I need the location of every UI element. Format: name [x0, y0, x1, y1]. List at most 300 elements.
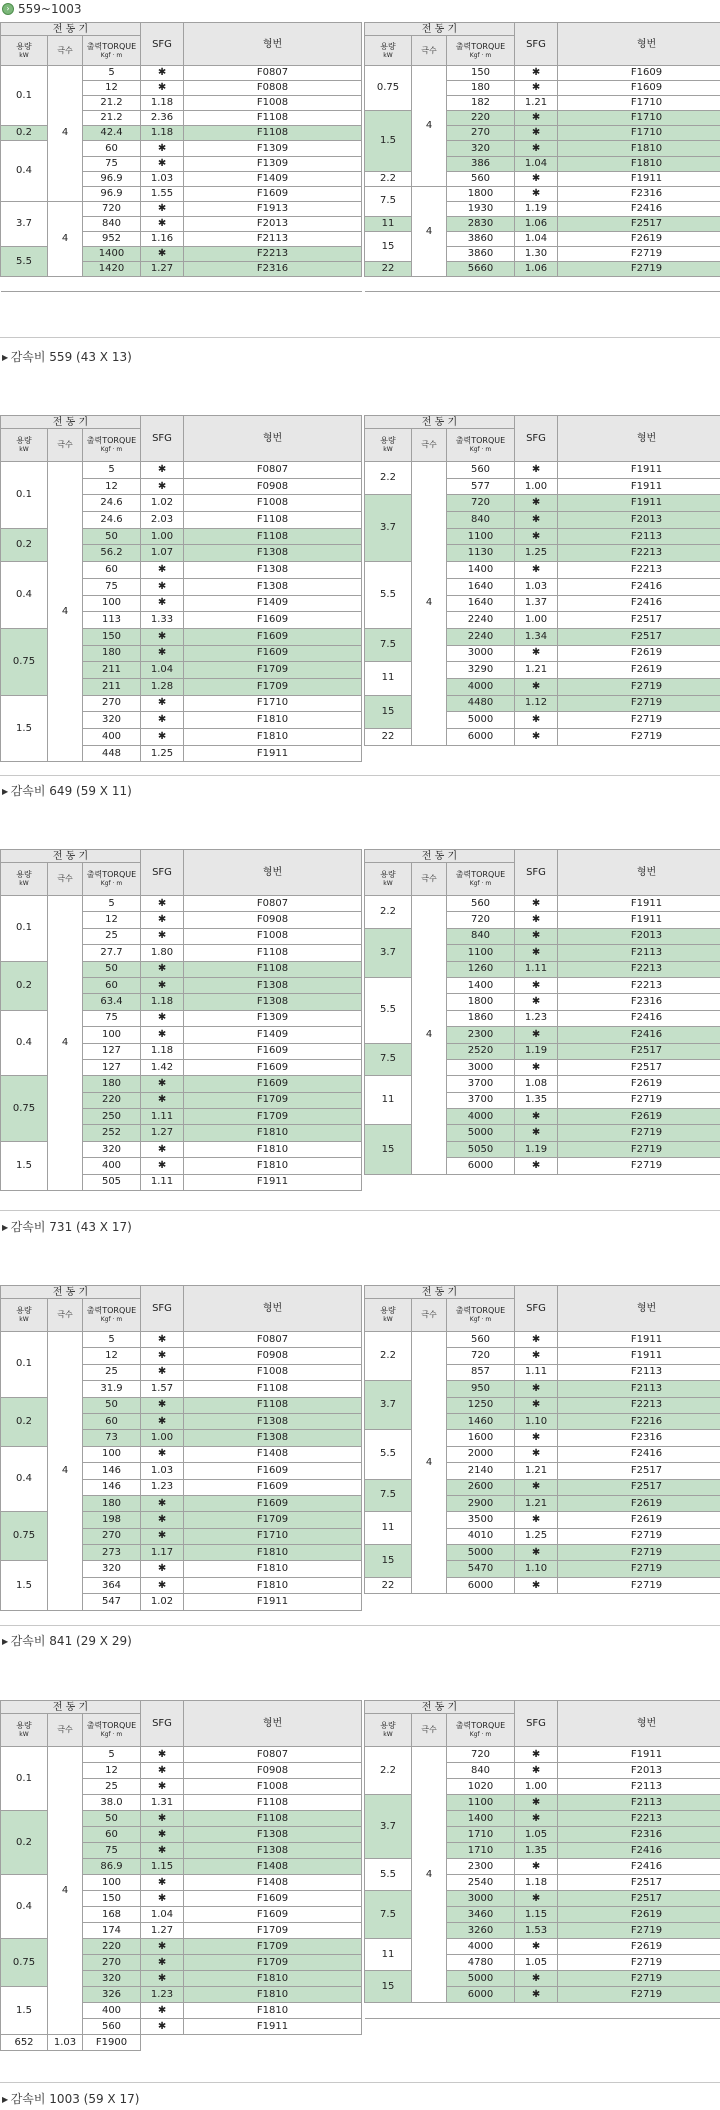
- poles-cell: 4: [48, 1332, 83, 1611]
- sfg-cell: ✱: [141, 645, 184, 662]
- sfg-cell: 1.25: [515, 1528, 558, 1544]
- kw-cell: 0.1: [1, 1747, 48, 1811]
- torque-cell: 560: [447, 896, 515, 912]
- model-cell: F1911: [184, 2019, 362, 2035]
- model-cell: F2619: [558, 1907, 720, 1923]
- table-row: [1, 66, 362, 81]
- model-cell: F1810: [184, 1577, 362, 1593]
- torque-cell: 150: [83, 628, 141, 645]
- kw-cell: 5.5: [1, 247, 48, 277]
- torque-cell: 4000: [447, 1109, 515, 1125]
- torque-unit: Kgf · m: [469, 446, 492, 453]
- torque-cell: 150: [83, 1891, 141, 1907]
- torque-cell: 4000: [447, 1939, 515, 1955]
- model-cell: F1709: [184, 1955, 362, 1971]
- torque-cell: 364: [83, 1577, 141, 1593]
- poles-cell: 4: [48, 896, 83, 1191]
- sfg-header: SFG: [515, 1701, 558, 1747]
- torque-cell: 2600: [447, 1479, 515, 1495]
- table-row: [1, 1747, 362, 1763]
- torque-cell: 5: [83, 66, 141, 81]
- kw-cell: 1.5: [1, 695, 48, 762]
- motor-header: 전 동 기: [1, 416, 141, 429]
- spec-table-right: [364, 1700, 720, 2035]
- torque-cell: 720: [83, 201, 141, 216]
- torque-cell: 60: [83, 141, 141, 156]
- torque-cell: 2300: [447, 1859, 515, 1875]
- sfg-cell: ✱: [141, 478, 184, 495]
- motor-header: 전 동 기: [365, 850, 515, 863]
- sfg-cell: 1.27: [141, 1125, 184, 1141]
- torque-cell: 113: [83, 612, 141, 629]
- sfg-cell: 1.18: [515, 1875, 558, 1891]
- kw-cell: 22: [365, 1577, 412, 1593]
- torque-cell: 96.9: [83, 186, 141, 201]
- kw-cell: 0.4: [1, 1875, 48, 1939]
- torque-cell: 4010: [447, 1528, 515, 1544]
- model-cell: F2719: [558, 1971, 720, 1987]
- kw-cell: 15: [365, 232, 412, 262]
- torque-cell: 320: [447, 141, 515, 156]
- sfg-cell: 1.23: [515, 1010, 558, 1026]
- torque-cell: 5000: [447, 1125, 515, 1141]
- sfg-cell: ✱: [141, 1779, 184, 1795]
- sfg-cell: ✱: [141, 1141, 184, 1157]
- sfg-cell: ✱: [515, 66, 558, 81]
- kw-unit: kW: [383, 446, 393, 453]
- model-header: 형번: [558, 23, 720, 66]
- ratio-caption: [2, 348, 132, 365]
- model-cell: F1911: [558, 171, 720, 186]
- table-row: [1, 462, 362, 479]
- model-cell: F1609: [184, 1043, 362, 1059]
- sfg-cell: 1.02: [141, 495, 184, 512]
- torque-cell: 6000: [447, 1577, 515, 1593]
- torque-cell: 3000: [447, 645, 515, 662]
- torque-cell: 505: [83, 1174, 141, 1190]
- model-cell: F1810: [184, 1141, 362, 1157]
- model-cell: F2316: [558, 994, 720, 1010]
- torque-cell: 1420: [83, 262, 141, 277]
- model-cell: F1609: [184, 628, 362, 645]
- model-cell: F2416: [558, 595, 720, 612]
- torque-cell: 3260: [447, 1923, 515, 1939]
- sfg-cell: ✱: [515, 1763, 558, 1779]
- model-cell: F2719: [558, 262, 720, 277]
- kw-cell: 7.5: [365, 1891, 412, 1939]
- torque-cell: 2240: [447, 612, 515, 629]
- torque-cell: 840: [447, 512, 515, 529]
- torque-header: 출력TORQUE Kgf · m: [447, 1714, 515, 1747]
- torque-cell: 2540: [447, 1875, 515, 1891]
- kw-cell: 0.2: [1, 126, 48, 141]
- sfg-cell: ✱: [141, 961, 184, 977]
- sfg-cell: ✱: [141, 1811, 184, 1827]
- section-divider: [0, 2082, 720, 2083]
- model-cell: F1609: [184, 645, 362, 662]
- torque-cell: 560: [83, 2019, 141, 2035]
- sfg-cell: ✱: [515, 1348, 558, 1364]
- torque-cell: 4780: [447, 1955, 515, 1971]
- kw-cell: 0.75: [1, 1939, 48, 1987]
- torque-cell: 1400: [447, 562, 515, 579]
- sfg-cell: ✱: [141, 1010, 184, 1026]
- torque-header: 출력TORQUE Kgf · m: [447, 863, 515, 896]
- model-cell: F1308: [184, 977, 362, 993]
- sfg-cell: ✱: [141, 562, 184, 579]
- motor-header: 전 동 기: [365, 23, 515, 36]
- sfg-cell: 1.35: [515, 1843, 558, 1859]
- sfg-cell: 1.23: [141, 1987, 184, 2003]
- torque-header: 출력TORQUE Kgf · m: [83, 1299, 141, 1332]
- torque-cell: 211: [83, 662, 141, 679]
- model-cell: F2517: [558, 216, 720, 231]
- torque-cell: 12: [83, 1763, 141, 1779]
- sfg-cell: 1.28: [141, 678, 184, 695]
- section-divider: [0, 1210, 720, 1211]
- torque-cell: 27.7: [83, 945, 141, 961]
- model-cell: F2719: [558, 695, 720, 712]
- model-cell: F1108: [184, 111, 362, 126]
- sfg-cell: 1.00: [515, 612, 558, 629]
- poles-header: 극수: [412, 863, 447, 896]
- sfg-cell: ✱: [515, 712, 558, 729]
- model-cell: F1911: [558, 462, 720, 479]
- kw-unit: kW: [383, 51, 393, 59]
- sfg-cell: 1.06: [515, 262, 558, 277]
- poles-header: 극수: [48, 1714, 83, 1747]
- empty-row: [365, 2019, 720, 2035]
- spec-table-right: [364, 1285, 720, 1610]
- sfg-cell: ✱: [515, 1987, 558, 2003]
- sfg-cell: ✱: [515, 678, 558, 695]
- kw-cell: 0.75: [365, 66, 412, 111]
- torque-cell: 75: [83, 578, 141, 595]
- model-cell: F2719: [558, 1092, 720, 1108]
- torque-header: 출력TORQUE Kgf · m: [447, 1299, 515, 1332]
- kw-cell: 3.7: [365, 928, 412, 977]
- kw-cell: 1.5: [1, 1561, 48, 1610]
- torque-cell: 5: [83, 1332, 141, 1348]
- model-cell: F2113: [558, 1364, 720, 1380]
- torque-cell: 720: [447, 495, 515, 512]
- model-cell: F1911: [558, 495, 720, 512]
- kw-header: 용량 kW: [365, 36, 412, 66]
- torque-cell: 60: [83, 1413, 141, 1429]
- sfg-cell: 1.80: [141, 945, 184, 961]
- sfg-cell: 1.30: [515, 247, 558, 262]
- torque-cell: 3000: [447, 1059, 515, 1075]
- sfg-cell: ✱: [515, 111, 558, 126]
- torque-cell: 320: [83, 712, 141, 729]
- sfg-cell: 1.55: [141, 186, 184, 201]
- model-cell: F2316: [558, 186, 720, 201]
- page-title-bar: [0, 0, 720, 18]
- sfg-cell: 1.21: [515, 662, 558, 679]
- torque-cell: 320: [83, 1141, 141, 1157]
- kw-header: 용량 kW: [1, 429, 48, 462]
- torque-cell: 100: [83, 1875, 141, 1891]
- sfg-cell: 1.18: [141, 1043, 184, 1059]
- torque-cell: 2300: [447, 1027, 515, 1043]
- model-cell: F1609: [184, 1479, 362, 1495]
- sfg-cell: ✱: [515, 1109, 558, 1125]
- poles-cell: 4: [48, 1747, 83, 2035]
- sfg-cell: ✱: [515, 171, 558, 186]
- torque-cell: 270: [83, 1528, 141, 1544]
- ratio-caption: [2, 1632, 132, 1649]
- motor-header: 전 동 기: [1, 850, 141, 863]
- model-cell: F1810: [184, 1125, 362, 1141]
- torque-cell: 320: [83, 1971, 141, 1987]
- table-row: [1, 201, 362, 216]
- sfg-cell: ✱: [141, 1092, 184, 1108]
- kw-cell: 5.5: [365, 1430, 412, 1479]
- sfg-cell: ✱: [515, 1859, 558, 1875]
- spec-table-left: [0, 22, 362, 307]
- model-cell: F2517: [558, 1875, 720, 1891]
- model-cell: F1911: [184, 745, 362, 762]
- spec-table-left: [0, 1700, 362, 2051]
- torque-cell: 25: [83, 928, 141, 944]
- model-cell: F1409: [184, 171, 362, 186]
- model-cell: F1308: [184, 578, 362, 595]
- torque-cell: 5660: [447, 262, 515, 277]
- sfg-cell: ✱: [515, 562, 558, 579]
- poles-header: 극수: [412, 429, 447, 462]
- model-cell: F2619: [558, 1109, 720, 1125]
- model-cell: F1913: [184, 201, 362, 216]
- section-divider: [0, 1625, 720, 1626]
- torque-cell: 1020: [447, 1779, 515, 1795]
- kw-cell: 15: [365, 1125, 412, 1174]
- sfg-cell: 1.06: [515, 216, 558, 231]
- torque-cell: 25: [83, 1779, 141, 1795]
- sfg-cell: ✱: [141, 1528, 184, 1544]
- sfg-cell: 1.04: [141, 662, 184, 679]
- model-cell: F2213: [558, 562, 720, 579]
- sfg-cell: 2.36: [141, 111, 184, 126]
- sfg-cell: ✱: [515, 1971, 558, 1987]
- kw-cell: 0.75: [1, 1076, 48, 1142]
- kw-cell: 2.2: [365, 896, 412, 929]
- model-cell: F1710: [558, 96, 720, 111]
- poles-header: 극수: [48, 36, 83, 66]
- sfg-cell: ✱: [515, 1577, 558, 1593]
- torque-cell: 21.2: [83, 111, 141, 126]
- sfg-cell: ✱: [141, 156, 184, 171]
- model-cell: F1108: [184, 1811, 362, 1827]
- torque-cell: 1800: [447, 186, 515, 201]
- kw-cell: 7.5: [365, 1043, 412, 1076]
- torque-cell: 1400: [447, 1811, 515, 1827]
- torque-cell: 840: [83, 216, 141, 231]
- sfg-cell: 1.12: [515, 695, 558, 712]
- model-cell: F1308: [184, 1827, 362, 1843]
- model-cell: F1810: [184, 1971, 362, 1987]
- model-cell: F2316: [184, 262, 362, 277]
- sfg-cell: 1.04: [515, 232, 558, 247]
- torque-cell: 180: [83, 1495, 141, 1511]
- kw-cell: 0.75: [1, 628, 48, 695]
- kw-cell: 7.5: [365, 628, 412, 661]
- model-cell: F2719: [558, 1955, 720, 1971]
- spec-table-left: [0, 415, 362, 762]
- torque-cell: 96.9: [83, 171, 141, 186]
- model-cell: F1609: [558, 81, 720, 96]
- model-cell: F1008: [184, 1364, 362, 1380]
- torque-cell: 12: [83, 912, 141, 928]
- motor-header: 전 동 기: [1, 1286, 141, 1299]
- torque-cell: 31.9: [83, 1381, 141, 1397]
- torque-cell: 12: [83, 1348, 141, 1364]
- model-cell: F2416: [558, 1446, 720, 1462]
- poles-header: 극수: [48, 1299, 83, 1332]
- kw-cell: 0.2: [1, 1397, 48, 1446]
- torque-cell: 400: [83, 729, 141, 746]
- kw-cell: 22: [365, 262, 412, 277]
- sfg-cell: 1.57: [141, 1381, 184, 1397]
- model-cell: F1008: [184, 96, 362, 111]
- sfg-cell: ✱: [515, 928, 558, 944]
- torque-cell: 180: [83, 645, 141, 662]
- model-cell: F1309: [184, 1010, 362, 1026]
- torque-cell: 75: [83, 1843, 141, 1859]
- model-cell: F2013: [558, 928, 720, 944]
- torque-cell: 100: [83, 1446, 141, 1462]
- torque-cell: 720: [447, 1348, 515, 1364]
- model-cell: F1911: [184, 1174, 362, 1190]
- sfg-cell: 1.34: [515, 628, 558, 645]
- torque-cell: 5000: [447, 1971, 515, 1987]
- sfg-cell: ✱: [141, 1561, 184, 1577]
- kw-cell: 5.5: [365, 977, 412, 1043]
- model-cell: F2013: [184, 216, 362, 231]
- empty-row: [365, 292, 720, 307]
- model-cell: F1609: [184, 612, 362, 629]
- torque-cell: 250: [83, 1109, 141, 1125]
- poles-cell: 4: [412, 1747, 447, 2003]
- model-cell: F1108: [184, 945, 362, 961]
- torque-cell: 198: [83, 1512, 141, 1528]
- torque-cell: 6000: [447, 729, 515, 746]
- torque-cell: 12: [83, 478, 141, 495]
- model-cell: F2517: [558, 628, 720, 645]
- sfg-header: SFG: [141, 850, 184, 896]
- sfg-cell: 1.04: [515, 156, 558, 171]
- sfg-header: SFG: [515, 850, 558, 896]
- sfg-cell: ✱: [141, 247, 184, 262]
- torque-cell: 252: [83, 1125, 141, 1141]
- torque-cell: 180: [83, 1076, 141, 1092]
- torque-cell: 652: [1, 2035, 48, 2051]
- sfg-cell: 1.02: [141, 1594, 184, 1610]
- kw-cell: 1.5: [365, 111, 412, 171]
- kw-cell: 2.2: [365, 171, 412, 186]
- sfg-cell: 1.15: [141, 1859, 184, 1875]
- torque-cell: 5000: [447, 712, 515, 729]
- model-header: 형번: [558, 416, 720, 462]
- model-cell: F0807: [184, 66, 362, 81]
- model-cell: F2113: [558, 1381, 720, 1397]
- spec-table-right: [364, 849, 720, 1175]
- kw-cell: 7.5: [365, 1479, 412, 1512]
- torque-cell: 127: [83, 1059, 141, 1075]
- caption-text: 감속비 731 (43 X 17): [10, 1220, 132, 1234]
- model-cell: F2517: [558, 1479, 720, 1495]
- model-cell: F1810: [184, 1561, 362, 1577]
- sfg-cell: 1.19: [515, 1043, 558, 1059]
- kw-cell: 3.7: [1, 201, 48, 246]
- kw-cell: 0.4: [1, 1446, 48, 1512]
- kw-unit: kW: [19, 880, 29, 887]
- model-cell: F1810: [184, 1158, 362, 1174]
- torque-cell: 1100: [447, 1795, 515, 1811]
- torque-cell: 560: [447, 1332, 515, 1348]
- kw-cell: 0.2: [1, 961, 48, 1010]
- torque-unit: Kgf · m: [100, 1316, 123, 1323]
- sfg-cell: ✱: [141, 912, 184, 928]
- torque-cell: 840: [447, 928, 515, 944]
- sfg-cell: ✱: [515, 1446, 558, 1462]
- sfg-cell: 2.03: [141, 512, 184, 529]
- poles-cell: 4: [412, 1332, 447, 1594]
- sfg-cell: 1.21: [515, 1463, 558, 1479]
- model-cell: F1308: [184, 1413, 362, 1429]
- model-cell: F2619: [558, 645, 720, 662]
- model-cell: F2719: [558, 1987, 720, 2003]
- model-cell: F2719: [558, 1141, 720, 1157]
- sfg-cell: ✱: [141, 1397, 184, 1413]
- torque-cell: 182: [447, 96, 515, 111]
- sfg-cell: ✱: [515, 1747, 558, 1763]
- sfg-cell: 1.25: [141, 745, 184, 762]
- sfg-cell: ✱: [515, 512, 558, 529]
- sfg-cell: ✱: [141, 1843, 184, 1859]
- model-cell: F1408: [184, 1859, 362, 1875]
- model-header: 형번: [184, 850, 362, 896]
- caption-text: 감속비 559 (43 X 13): [10, 350, 132, 364]
- motor-header: 전 동 기: [365, 1286, 515, 1299]
- model-cell: F1911: [558, 912, 720, 928]
- torque-cell: 2520: [447, 1043, 515, 1059]
- poles-header: 극수: [412, 1299, 447, 1332]
- torque-cell: 1710: [447, 1827, 515, 1843]
- model-cell: F2719: [558, 1158, 720, 1174]
- torque-cell: 220: [83, 1939, 141, 1955]
- poles-cell: 4: [48, 462, 83, 762]
- model-cell: F1309: [184, 156, 362, 171]
- spec-table-right: [364, 415, 720, 746]
- torque-cell: 5470: [447, 1561, 515, 1577]
- torque-cell: 24.6: [83, 512, 141, 529]
- kw-header: 용량 kW: [365, 1714, 412, 1747]
- torque-cell: 1100: [447, 528, 515, 545]
- model-cell: F2416: [558, 1859, 720, 1875]
- model-header: 형번: [184, 1701, 362, 1747]
- sfg-cell: ✱: [141, 141, 184, 156]
- sfg-header: SFG: [141, 416, 184, 462]
- model-cell: F1609: [184, 1891, 362, 1907]
- sfg-cell: ✱: [515, 141, 558, 156]
- sfg-cell: ✱: [141, 977, 184, 993]
- kw-cell: 0.4: [1, 141, 48, 201]
- section-divider: [0, 775, 720, 776]
- sfg-cell: 1.00: [141, 528, 184, 545]
- model-cell: F2619: [558, 1939, 720, 1955]
- torque-cell: 3290: [447, 662, 515, 679]
- sfg-cell: 1.05: [515, 1827, 558, 1843]
